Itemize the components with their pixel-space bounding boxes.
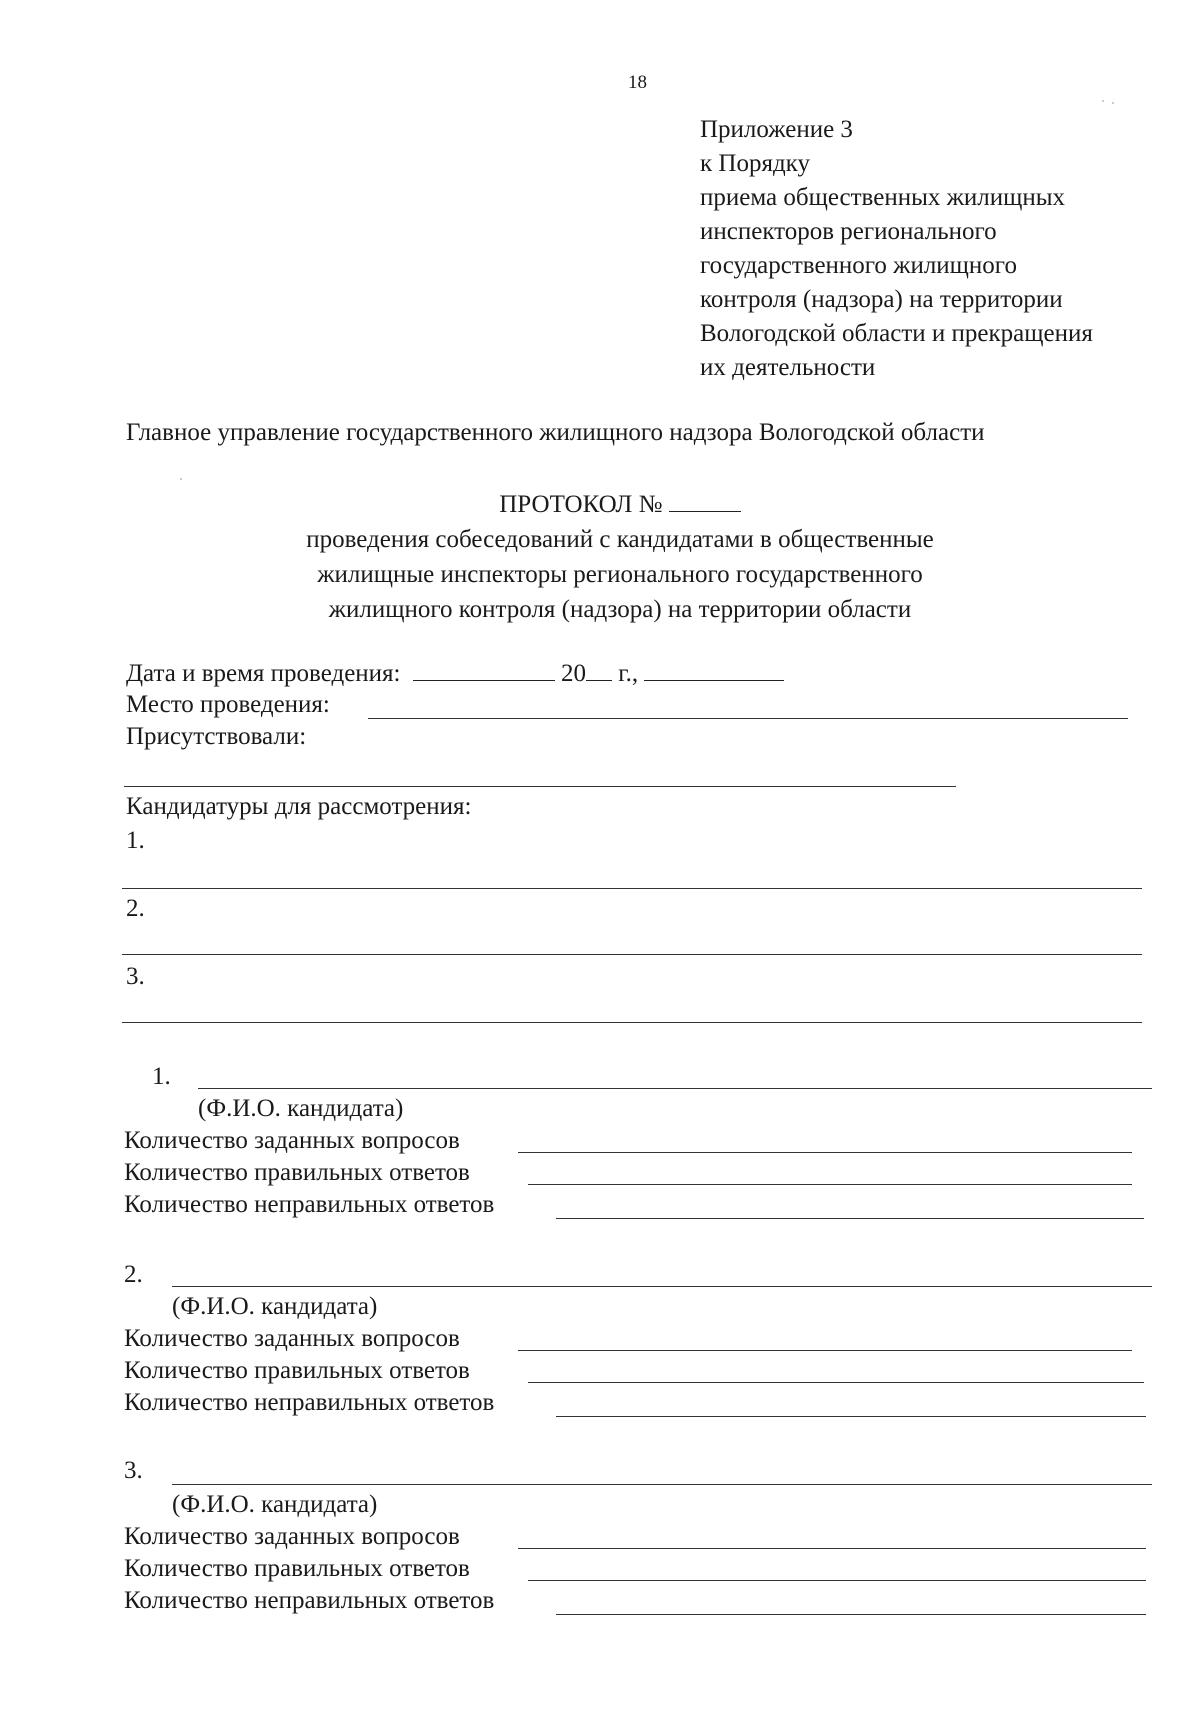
candidates-label: Кандидатуры для рассмотрения: [126, 793, 472, 820]
appendix-line: инспекторов регионального [700, 218, 997, 245]
appendix-line: контроля (надзора) на территории [700, 286, 1063, 313]
incorrect-answers-label: Количество неправильных ответов [124, 1587, 495, 1614]
protocol-subtitle-line: жилищные инспекторы регионального государственного [317, 561, 923, 588]
candidate-name-caption: (Ф.И.О. кандидата) [198, 1095, 404, 1122]
place-label: Место проведения: [126, 691, 330, 718]
candidate-list-line[interactable] [122, 1022, 1142, 1023]
candidate-name-line[interactable] [172, 1286, 1152, 1287]
incorrect-answers-line[interactable] [556, 1416, 1146, 1417]
date-time-label: Дата и время проведения: [126, 660, 401, 687]
candidate-name-caption: (Ф.И.О. кандидата) [172, 1293, 378, 1320]
date-blank[interactable] [413, 658, 555, 681]
candidate-list-number: 2. [126, 895, 145, 922]
candidate-list-line[interactable] [122, 888, 1142, 889]
questions-asked-label: Количество заданных вопросов [124, 1325, 460, 1352]
appendix-line: государственного жилищного [700, 252, 1017, 279]
incorrect-answers-label: Количество неправильных ответов [124, 1191, 495, 1218]
candidate-list-line[interactable] [122, 954, 1142, 955]
place-line[interactable] [368, 718, 1128, 719]
candidate-number: 1. [152, 1063, 171, 1090]
scan-speck [1112, 102, 1114, 104]
correct-answers-label: Количество правильных ответов [124, 1357, 470, 1384]
date-time-row [126, 658, 784, 689]
appendix-line: к Порядку [700, 150, 810, 177]
scan-speck [1102, 100, 1104, 102]
correct-answers-line[interactable] [528, 1580, 1146, 1581]
protocol-subtitle-line: жилищного контроля (надзора) на территории области [328, 596, 912, 623]
candidate-list-number: 1. [126, 827, 145, 854]
protocol-subtitle-line: проведения собеседований с кандидатами в общественные [306, 526, 934, 553]
page-number: 18 [628, 72, 647, 93]
protocol-title-line [130, 487, 1110, 522]
incorrect-answers-line[interactable] [556, 1614, 1146, 1615]
appendix-line: Приложение 3 [700, 116, 853, 143]
candidate-name-line[interactable] [198, 1088, 1152, 1089]
questions-asked-line[interactable] [518, 1548, 1146, 1549]
candidate-name-caption: (Ф.И.О. кандидата) [172, 1491, 378, 1518]
incorrect-answers-line[interactable] [556, 1218, 1144, 1219]
appendix-line: приема общественных жилищных [700, 184, 1066, 211]
questions-asked-label: Количество заданных вопросов [124, 1127, 460, 1154]
questions-asked-line[interactable] [518, 1152, 1132, 1153]
attendees-line[interactable] [124, 786, 956, 787]
correct-answers-label: Количество правильных ответов [124, 1555, 470, 1582]
protocol-title: ПРОТОКОЛ № [499, 491, 663, 518]
candidate-list-number: 3. [126, 963, 145, 990]
candidate-name-line[interactable] [172, 1484, 1152, 1485]
appendix-line: их деятельности [700, 354, 876, 381]
incorrect-answers-label: Количество неправильных ответов [124, 1389, 495, 1416]
year-prefix: 20 [561, 660, 586, 687]
candidate-number: 2. [124, 1261, 143, 1288]
appendix-line: Вологодской области и прекращения [700, 320, 1093, 347]
time-blank[interactable] [644, 658, 784, 681]
questions-asked-label: Количество заданных вопросов [124, 1523, 460, 1550]
organization-name: Главное управление государственного жилищного надзора Вологодской области [126, 419, 985, 446]
correct-answers-label: Количество правильных ответов [124, 1159, 470, 1186]
correct-answers-line[interactable] [528, 1184, 1132, 1185]
year-blank[interactable] [586, 658, 612, 681]
candidate-number: 3. [124, 1457, 143, 1484]
protocol-title-block [130, 487, 1110, 627]
scan-speck [180, 478, 182, 480]
year-suffix: г., [618, 660, 639, 687]
appendix-header [700, 113, 1093, 385]
protocol-number-blank[interactable] [669, 489, 741, 512]
correct-answers-line[interactable] [528, 1382, 1144, 1383]
questions-asked-line[interactable] [518, 1350, 1132, 1351]
attendees-label: Присутствовали: [126, 723, 307, 750]
